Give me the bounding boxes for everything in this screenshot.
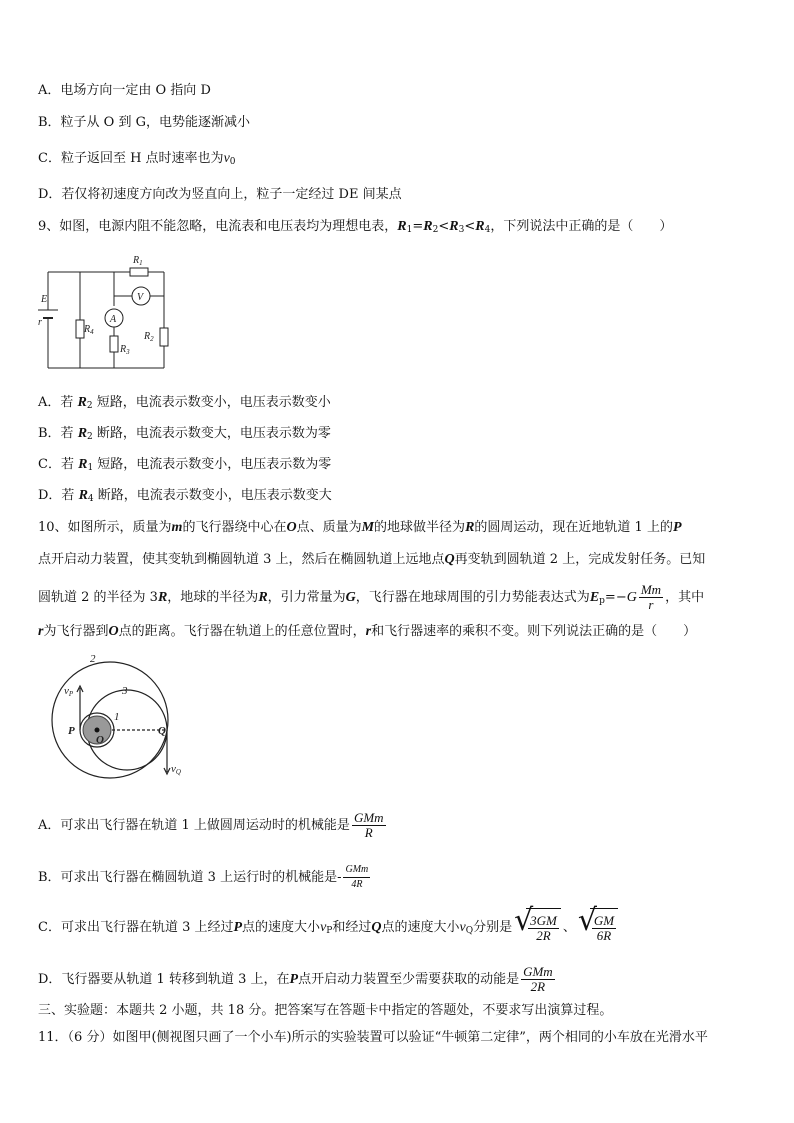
fig-label-vp-sub: P — [68, 690, 74, 698]
q10-opt-a-frac — [352, 811, 386, 840]
q10-o2: O — [108, 624, 119, 639]
q10-opt-c-vp: v — [320, 920, 327, 935]
q10-ep-fraction — [639, 583, 663, 612]
q10-option-d — [38, 962, 557, 998]
q9-opt-b-post: 断路，电流表示数变大，电压表示数为零 — [92, 426, 331, 441]
label-r4: R — [84, 324, 91, 335]
q10-opt-b-num: GMm — [343, 863, 370, 878]
q10-t4b: 点的距离。飞行器在轨道上的任意位置时， — [118, 624, 366, 639]
q10-opt-c-s1d: 2R — [536, 928, 551, 943]
q9-stem-tail: ，下列说法中正确的是（ ） — [490, 219, 673, 234]
q10-stem-line3 — [38, 583, 704, 612]
q9-option-b — [38, 425, 331, 443]
q10-stem-line1 — [38, 519, 682, 537]
label-r4-sub: 4 — [90, 328, 94, 336]
q10-rr: r — [38, 624, 44, 639]
q9-opt-b-sub: 2 — [87, 432, 93, 442]
svg-text:vP — [64, 685, 74, 698]
resistor-r4 — [76, 320, 84, 338]
q10-rr2: r — [365, 624, 372, 639]
q10-t2b: 再变轨到圆轨道 2 上，完成发射任务。已知 — [454, 552, 706, 567]
q10-m: m — [171, 520, 183, 535]
q10-t3b: ，地球的半径为 — [167, 590, 259, 605]
q8-option-b: B．粒子从 O 到 G，电势能逐渐减小 — [38, 115, 250, 130]
q10-frac-num: Mm — [640, 582, 662, 597]
q8-option-a: A．电场方向一定由 O 指向 D — [38, 83, 211, 98]
q9-opt-b-pre: B．若 — [38, 426, 78, 441]
q9-option-a — [38, 394, 331, 412]
q9-stem-text: 9、如图，电源内阻不能忽略，电流表和电压表均为理想电表， — [38, 219, 398, 234]
q9-cond-r2: R — [423, 219, 433, 234]
q9-opt-a-pre: A．若 — [38, 395, 78, 410]
q10-opt-d-t1: D．飞行器要从轨道 1 转移到轨道 3 上，在 — [38, 972, 290, 987]
q9-opt-d-var: R — [78, 488, 88, 503]
q9-option-d — [38, 487, 332, 505]
q9-opt-c-pre: C．若 — [38, 457, 79, 472]
q10-opt-c-t4: 点的速度大小 — [381, 920, 460, 935]
q9-cond-r4: R — [475, 219, 485, 234]
label-e: E — [41, 294, 48, 305]
q10-opt-c-vq-sub: Q — [465, 926, 474, 936]
label-r2: R — [144, 331, 151, 342]
q10-t3a: 圆轨道 2 的半径为 3 — [38, 590, 158, 605]
q8-option-c-text: C．粒子返回至 H 点时速率也为 — [38, 151, 224, 166]
q10-r: R — [465, 520, 475, 535]
q11-stem: 11．（6 分）如图甲(侧视图只画了一个小车)所示的实验装置可以验证“牛顿第二定律”，两个相同的小车放在光滑水平 — [38, 1030, 708, 1045]
q10-orbit-diagram — [34, 652, 184, 780]
q10-opt-d-p: P — [289, 972, 299, 987]
label-r3-sub: 3 — [126, 348, 130, 356]
q10-opt-a-text: A．可求出飞行器在轨道 1 上做圆周运动时的机械能是 — [38, 818, 350, 833]
q10-opt-d-den: 2R — [530, 979, 546, 994]
q10-opt-c-t3: 和经过 — [332, 920, 372, 935]
label-r: r — [38, 317, 42, 328]
label-v: V — [137, 292, 144, 303]
fig-label-vp: v — [64, 685, 69, 697]
q10-t4a: 为飞行器到 — [43, 624, 109, 639]
q10-opt-c-q: Q — [371, 920, 382, 935]
q10-opt-c-s1n: 3GM — [530, 913, 557, 928]
fig-label-vq-sub: Q — [175, 768, 181, 776]
q10-q: Q — [444, 552, 455, 567]
earth-center — [95, 728, 100, 733]
label-r1: R — [133, 255, 140, 266]
q9-cond-eq: = — [412, 219, 424, 234]
q9-opt-a-sub: 2 — [86, 401, 93, 411]
q10-opt-b-text: B．可求出飞行器在椭圆轨道 3 上运行时的机械能是- — [38, 870, 342, 885]
q9-cond-r2-sub: 2 — [432, 225, 439, 235]
q10-frac-den: r — [648, 597, 654, 612]
q9-opt-d-pre: D．若 — [38, 488, 79, 503]
q8-option-d: D．若仅将初速度方向改为竖直向上，粒子一定经过 DE 间某点 — [38, 187, 402, 202]
q10-r2: R — [157, 590, 168, 605]
fig-label-q: Q — [158, 725, 166, 737]
q10-g2: G — [626, 590, 637, 605]
svg-text:R3 — [119, 344, 130, 356]
q10-opt-c-t1: C．可求出飞行器在轨道 3 上经过 — [38, 920, 234, 935]
q10-opt-c-sqrt1: √ $\frac{3GM}{2R}$ — [514, 906, 561, 949]
fig-label-vq: v — [171, 763, 176, 775]
q9-stem — [38, 218, 672, 236]
q9-cond-r4-sub: 4 — [484, 225, 491, 235]
q9-cond-r3: R — [449, 219, 459, 234]
q10-o: O — [286, 520, 297, 535]
q10-opt-a-num: GMm — [353, 810, 384, 825]
q9-opt-c-var: R — [78, 457, 88, 472]
q9-opt-c-post: 短路，电流表示数变小，电压表示数为零 — [93, 457, 332, 472]
q10-t2a: 点开启动力装置，使其变轨到椭圆轨道 3 上，然后在椭圆轨道上远地点 — [38, 552, 445, 567]
q9-circuit-diagram — [36, 248, 176, 370]
q10-option-a — [38, 808, 388, 844]
q9-opt-d-sub: 4 — [87, 494, 94, 504]
q10-r3: R — [258, 590, 268, 605]
resistor-r2 — [160, 328, 168, 346]
q10-opt-a-den: R — [364, 825, 373, 840]
q10-bigm: M — [361, 520, 375, 535]
resistor-r1 — [130, 268, 148, 276]
q9-opt-c-sub: 1 — [87, 463, 94, 473]
svg-text:R1 — [132, 255, 143, 267]
q10-opt-c-t2: 点的速度大小 — [242, 920, 321, 935]
label-a: A — [110, 314, 117, 325]
fig-label-o: O — [96, 734, 104, 746]
q10-t1d: 的地球做半径为 — [374, 520, 466, 535]
q9-opt-a-post: 短路，电流表示数变小，电压表示数变小 — [92, 395, 331, 410]
q9-cond-r1-sub: 1 — [406, 225, 413, 235]
q10-opt-c-sqrt2: √ $\frac{GM}{6R}$ — [578, 906, 618, 949]
q10-opt-c-vq: v — [459, 920, 466, 935]
q9-cond-lt2: < — [464, 219, 476, 234]
q10-option-c — [38, 903, 620, 949]
q10-opt-c-p: P — [233, 920, 243, 935]
q9-cond-r1: R — [397, 219, 407, 234]
q10-opt-b-den: 4R — [351, 879, 363, 890]
q10-t3e: ，其中 — [665, 590, 705, 605]
section-3-heading: 三、实验题：本题共 2 小题，共 18 分。把答案写在答题卡中指定的答题处，不要求写出演算过程。 — [38, 1003, 613, 1018]
q10-g: G — [345, 590, 356, 605]
q10-t3c: ，引力常量为 — [267, 590, 346, 605]
q10-eq: =− — [604, 590, 627, 605]
fig-label-3: 3 — [122, 685, 128, 697]
q10-stem-line4 — [38, 623, 696, 641]
q9-opt-b-var: R — [77, 426, 88, 441]
q9-cond-r3-sub: 3 — [458, 225, 465, 235]
label-r2-sub: 2 — [150, 335, 154, 343]
q10-ep: E — [589, 590, 600, 605]
q8-option-c — [38, 150, 236, 168]
q10-p: P — [672, 520, 682, 535]
resistor-r3 — [110, 336, 118, 352]
q10-opt-c-sep: 、 — [562, 920, 576, 935]
q10-t4c: 和飞行器速率的乘积不变。则下列说法正确的是（ ） — [371, 624, 697, 639]
label-r1-sub: 1 — [139, 259, 143, 267]
svg-text:R4 — [83, 324, 94, 336]
q10-opt-b-frac — [343, 863, 370, 892]
q10-opt-c-s2d: 6R — [596, 928, 612, 943]
q10-t1e: 的圆周运动，现在近地轨道 1 上的 — [474, 520, 673, 535]
q9-opt-d-post: 断路，电流表示数变小，电压表示数变大 — [93, 488, 332, 503]
fig-label-p: P — [68, 725, 75, 737]
fig-label-2: 2 — [90, 653, 96, 665]
q10-opt-c-vp-sub: P — [326, 926, 333, 936]
q9-option-c — [38, 456, 331, 474]
q10-opt-d-num: GMm — [523, 964, 553, 979]
q9-cond-lt1: < — [438, 219, 450, 234]
q10-option-b — [38, 860, 372, 896]
label-r3: R — [120, 344, 127, 355]
q10-ep-sub: p — [599, 596, 605, 606]
q10-t1a: 10、如图所示，质量为 — [38, 520, 172, 535]
q10-t1b: 的飞行器绕中心在 — [182, 520, 287, 535]
fig-label-1: 1 — [114, 711, 120, 723]
q10-opt-d-frac — [521, 965, 555, 994]
q10-stem-line2 — [38, 551, 705, 569]
q10-opt-d-t2: 点开启动力装置至少需要获取的动能是 — [298, 972, 520, 987]
q9-opt-a-var: R — [77, 395, 87, 410]
svg-text:vQ — [171, 763, 181, 776]
q8-v0-subscript: 0 — [229, 157, 236, 167]
q8-v0-symbol: v — [223, 151, 230, 166]
q10-t3d: ，飞行器在地球周围的引力势能表达式为 — [355, 590, 590, 605]
q10-opt-c-s2n: GM — [593, 913, 615, 928]
svg-text:R2 — [143, 331, 154, 343]
q10-opt-c-t5: 分别是 — [473, 920, 513, 935]
q10-t1c: 点、质量为 — [296, 520, 362, 535]
